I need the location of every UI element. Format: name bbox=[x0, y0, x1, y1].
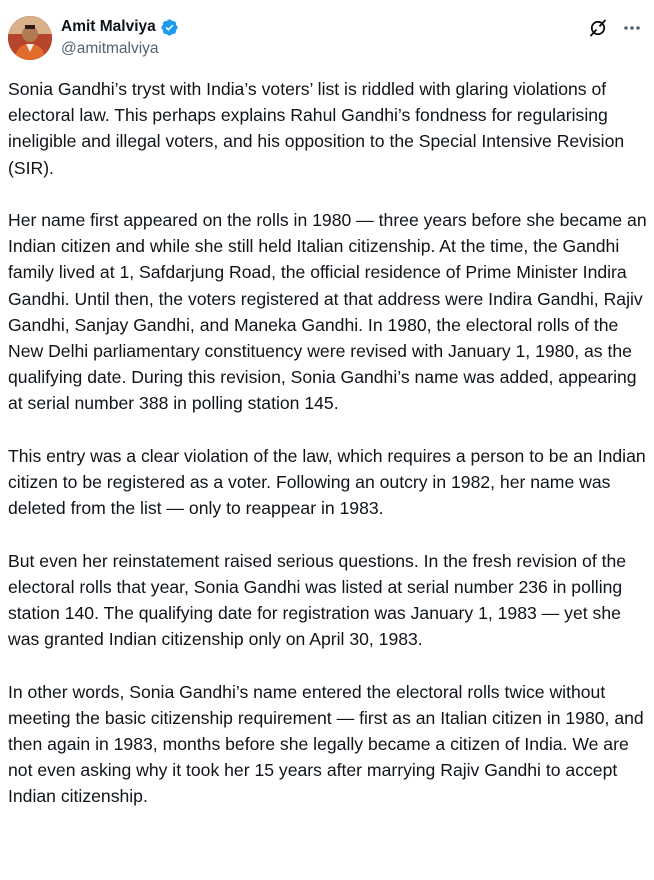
tweet-text bbox=[8, 76, 648, 810]
handle[interactable]: @amitmalviya bbox=[61, 40, 159, 57]
tweet-header bbox=[8, 16, 646, 64]
name-row bbox=[61, 17, 179, 37]
verified-badge-icon bbox=[160, 18, 179, 37]
grok-icon[interactable] bbox=[588, 18, 608, 38]
tweet-paragraph: This entry was a clear violation of the law, which requires a person to be an Indian citizen to be registered as a voter. Following an outcry in 1982, her name was deleted from the list — only to reappear in 1983. bbox=[8, 445, 646, 519]
display-name[interactable]: Amit Malviya bbox=[61, 18, 156, 35]
tweet-paragraph: Her name first appeared on the rolls in 1980 — three years before she became an Indian citizen and while she still held Italian citizenship. At the time, the Gandhi family lived at 1, Safdarjung Road, the official residence of Prime Minister Indira Gandhi. Until then, the voters registered at that address were Indira Gandhi, Rajiv Gandhi, Sanjay Gandhi, and Maneka Gandhi. In 1980, the electoral rolls of the New Delhi parliamentary constituency were revised with January 1, 1980, as the qualifying date. During this revision, Sonia Gandhi’s name was added, appearing at serial number 388 in polling station 145. bbox=[8, 210, 647, 414]
avatar[interactable] bbox=[8, 16, 52, 60]
more-options-icon[interactable] bbox=[622, 18, 642, 38]
top-actions bbox=[588, 18, 642, 38]
tweet-paragraph: In other words, Sonia Gandhi’s name entered the electoral rolls twice without meeting the basic citizenship requirement — first as an Italian citizen in 1980, and then again in 1983, months before she legally became a citizen of India. We are not even asking why it took her 15 years after marrying Rajiv Gandhi to accept Indian citizenship. bbox=[8, 681, 644, 807]
tweet-paragraph: But even her reinstatement raised serious questions. In the fresh revision of the electoral rolls that year, Sonia Gandhi was listed at serial number 236 in polling station 140. The qualifying date for registration was January 1, 1983 — yet she was granted Indian citizenship only on April 30, 1983. bbox=[8, 550, 627, 650]
tweet-paragraph: Sonia Gandhi’s tryst with India’s voters’ list is riddled with glaring violations of electoral law. This perhaps explains Rahul Gandhi’s fondness for regularising ineligible and illegal voters, and his opposition to the Special Intensive Revision (SIR). bbox=[8, 79, 625, 178]
author-block bbox=[61, 17, 179, 59]
